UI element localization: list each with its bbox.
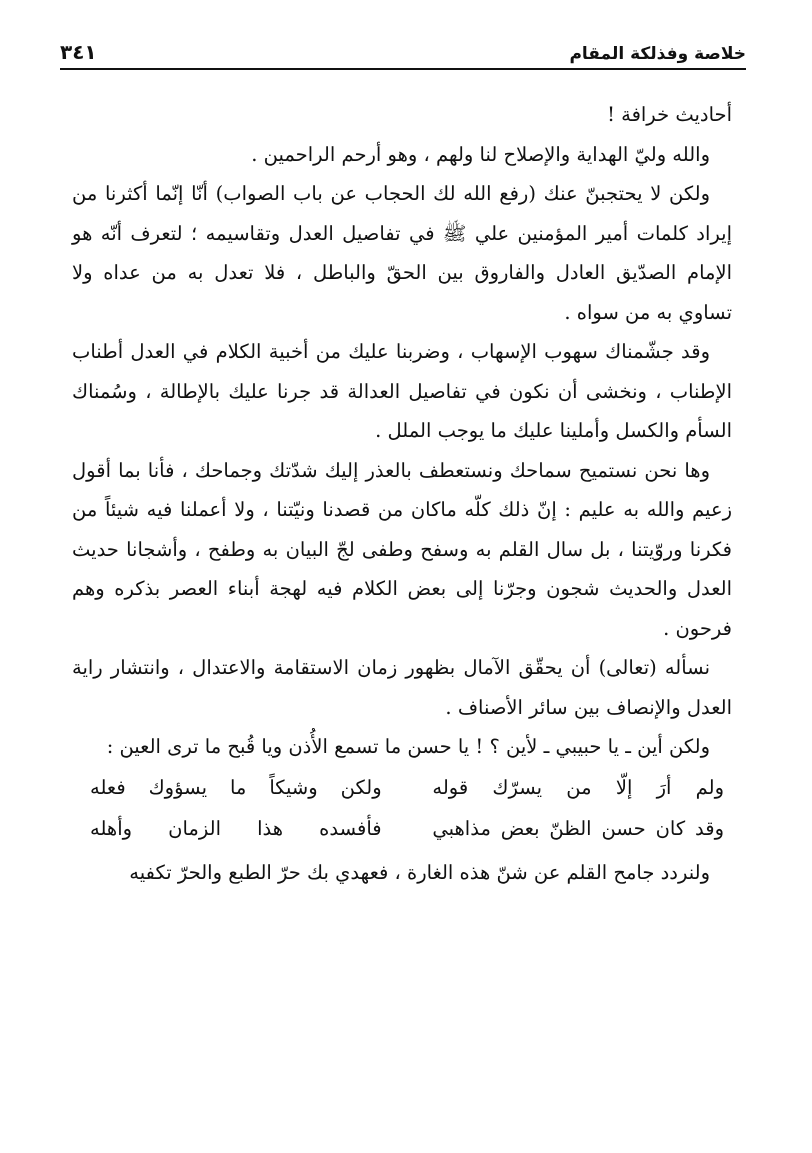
paragraph-7: ولكن أين ـ يا حبيبي ـ لأين ؟ ! يا حسن ما تسمع الأُذن ويا قُبح ما ترى العين :: [106, 735, 710, 758]
page-number: ٣٤١: [60, 40, 97, 64]
paragraph-4: وقد جشّمناك سهوب الإسهاب ، وضربنا عليك من أخبية الكلام في العدل أطناب الإطناب ، ونخشى أن نكون في تفاصيل العدالة قد جرنا عليك بالإطالة ، وسُمناك السأم والكسل وأملينا عليك ما يوجب الملل .: [72, 340, 732, 442]
poem: [72, 767, 732, 849]
poem-verse: [72, 767, 724, 808]
paragraph-6: نسأله (تعالى) أن يحقّق الآمال بظهور زمان الاستقامة والاعتدال ، وانتشار راية العدل والإنصاف بين سائر الأصناف .: [72, 656, 732, 719]
paragraph-3: ولكن لا يحتجبنّ عنك (رفع الله لك الحجاب عن باب الصواب) أنّا إنّما أكثرنا من إيراد كلمات أمير المؤمنين علي ﷺ في تفاصيل العدل وتقاسيمه ؛ لتعرف أنّه هو الإمام الصدّيق العادل والفاروق بين الحقّ والباطل ، فلا تعدل به من عداه ولا تساوي به من سواه .: [72, 182, 732, 324]
running-title: خلاصة وفذلكة المقام: [569, 44, 746, 64]
verse-second-hemistich: ولكن وشيكاً ما يسؤوك فعله: [90, 775, 382, 799]
poem-verse: [72, 808, 724, 849]
page-header: [60, 30, 746, 70]
body-text: [72, 95, 732, 892]
paragraph-1: أحاديث خرافة !: [607, 103, 732, 126]
closing-line: ولنردد جامح القلم عن شنّ هذه الغارة ، فعهدي بك حرّ الطبع والحرّ تكفيه: [129, 860, 710, 884]
verse-first-hemistich: وقد كان حسن الظنّ بعض مذاهبي: [432, 816, 724, 840]
verse-second-hemistich: فأفسده هذا الزمان وأهله: [90, 816, 382, 840]
verse-first-hemistich: ولم أرَ إلّا من يسرّك قوله: [432, 775, 724, 799]
paragraph-5: وها نحن نستميح سماحك ونستعطف بالعذر إليك شدّتك وجماحك ، فأنا بما أقول زعيم والله به عليم : إنّ ذلك كلّه ماكان من قصدنا ونيّتنا ، ولا أعملنا فيه شيئاً من فكرنا وروّيتنا ، بل سال القلم به وسفح وطفى لجّ البيان به وطفح ، وأشجانا حديث العدل والحديث شجون وجرّنا إلى بعض الكلام فيه لهجة أبناء العصر بذكره وهم فرحون .: [72, 458, 732, 640]
paragraph-2: والله وليّ الهداية والإصلاح لنا ولهم ، وهو أرحم الراحمين .: [251, 142, 710, 166]
